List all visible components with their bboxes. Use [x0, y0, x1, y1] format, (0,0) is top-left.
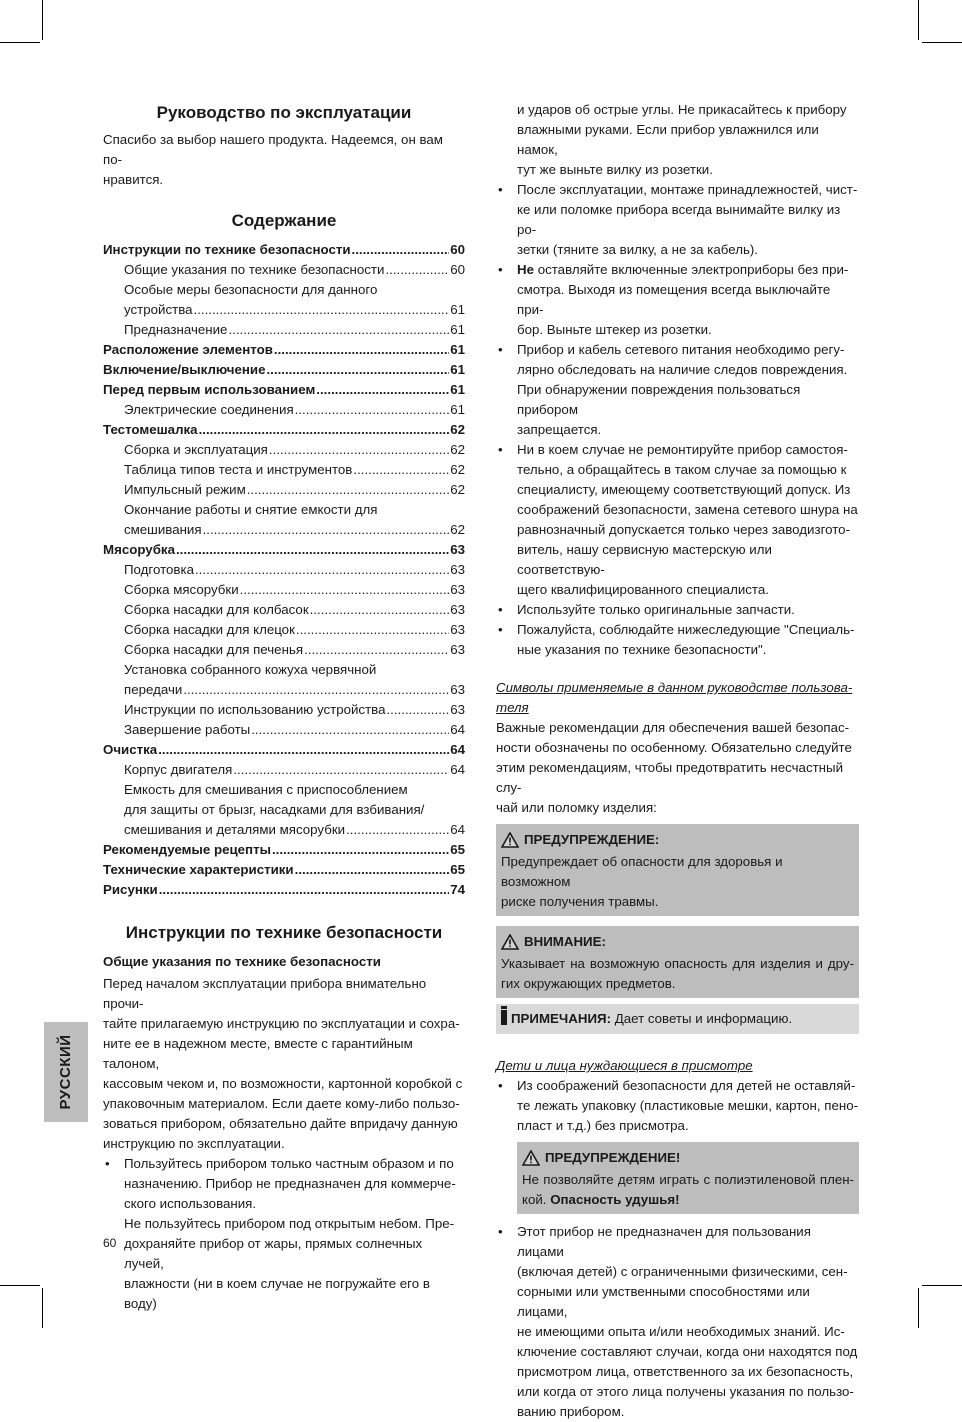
warning-triangle-icon — [522, 1150, 540, 1166]
toc-leader-dots — [176, 540, 449, 560]
danger-text: Опасность удушья! — [550, 1192, 680, 1207]
toc-entry-page: 63 — [450, 542, 465, 557]
text-line: • Пожалуйста, соблюдайте нижеследующие "Специаль- — [517, 622, 855, 637]
language-tab — [44, 1022, 88, 1122]
intro-line: Спасибо за выбор нашего продукта. Надеемся, он вам по- — [103, 132, 443, 167]
warning-triangle-icon — [501, 832, 519, 848]
language-tab-label: РУССКИЙ — [57, 1034, 74, 1110]
text-line: Важные рекомендации для обеспечения вашей безопас- — [496, 720, 850, 735]
toc-leader-dots — [233, 760, 449, 780]
toc-entry-title: Емкость для смешивания с приспособлением — [124, 782, 408, 797]
toc-entry — [103, 620, 465, 640]
toc-leader-dots — [316, 380, 449, 400]
text-line: влажности (ни в коем случае не погружайте его в воду) — [124, 1276, 430, 1311]
toc-entry — [103, 840, 465, 860]
toc-entry-page: 64 — [450, 822, 465, 837]
toc-leader-dots — [159, 880, 450, 900]
text-line: гих окружающих предметов. — [501, 976, 676, 991]
toc-leader-dots — [251, 720, 449, 740]
toc-entry — [103, 460, 465, 480]
toc-entry — [103, 480, 465, 500]
toc-entry-page: 63 — [450, 622, 465, 637]
warning-box — [496, 824, 859, 916]
toc-entry-title: Тестомешалка — [103, 422, 198, 437]
text-line: Не позволяйте детям играть с полиэтиленовой плен- — [522, 1172, 854, 1187]
toc-entry-title: Расположение элементов — [103, 342, 273, 357]
toc-entry-title: Импульсный режим — [124, 482, 246, 497]
toc-entry-title: смешивания — [124, 522, 202, 537]
toc-leader-dots — [266, 360, 449, 380]
text-line: витель, нашу сервисную мастерскую или соответствую- — [517, 542, 772, 577]
toc-entry — [103, 600, 465, 620]
final-bullets — [496, 1222, 859, 1422]
toc-leader-dots — [194, 300, 450, 320]
text-line: пласт и т.д.) без присмотра. — [517, 1118, 689, 1133]
toc-entry — [103, 780, 465, 800]
text-line: щего квалифицированного специалиста. — [517, 582, 769, 597]
toc-entry-page: 62 — [450, 442, 465, 457]
note-box — [496, 1004, 859, 1034]
toc-entry-title: Установка собранного кожуха червячной — [124, 662, 377, 677]
safety-bullets — [103, 1154, 465, 1314]
left-column — [103, 100, 465, 1314]
text-line: Символы применяемые в данном руководстве пользова- — [496, 680, 853, 695]
toc-entry-page: 74 — [450, 882, 465, 897]
text-line: теля — [496, 700, 529, 715]
toc-entry-page: 62 — [450, 422, 465, 437]
toc-entry-title: Особые меры безопасности для данного — [124, 282, 378, 297]
text-line: • Прибор и кабель сетевого питания необходимо регу- — [517, 342, 845, 357]
toc-entry-page: 63 — [450, 682, 465, 697]
text-line: • Используйте только оригинальные запчасти. — [517, 602, 795, 617]
toc-entry-title: Предназначение — [124, 322, 228, 337]
toc-entry-page: 65 — [450, 862, 465, 877]
crop-mark — [918, 1288, 919, 1328]
continued-text — [496, 100, 859, 180]
toc-entry-title: Перед первым использованием — [103, 382, 316, 397]
text-line: Указывает на возможную опасность для изделия и дру- — [501, 956, 854, 971]
toc-entry-page: 61 — [450, 362, 465, 377]
text-line: • Из соображений безопасности для детей не оставляй- — [517, 1078, 856, 1093]
text-line: присмотром лица, ответственного за их безопасность, — [517, 1364, 854, 1379]
text-line: • После эксплуатации, монтаже принадлежностей, чист- — [517, 182, 858, 197]
text-span: кой. — [522, 1192, 551, 1207]
toc-leader-dots — [353, 460, 449, 480]
toc-leader-dots — [199, 420, 450, 440]
crop-mark — [42, 1288, 43, 1328]
toc-entry — [103, 720, 465, 740]
list-item — [496, 1076, 859, 1136]
toc-entry-title: Сборка насадки для колбасок — [124, 602, 309, 617]
text-span: оставляйте включенные электроприборы без при- — [534, 262, 849, 277]
toc-entry — [103, 800, 465, 820]
crop-mark — [42, 0, 43, 40]
safety-subtitle: Общие указания по технике безопасности — [103, 954, 381, 969]
toc-leader-dots — [346, 820, 449, 840]
toc-leader-dots — [352, 240, 450, 260]
safety-intro — [103, 974, 465, 1154]
toc-entry-title: смешивания и деталями мясорубки — [124, 822, 346, 837]
text-line — [522, 1190, 854, 1210]
list-item — [496, 620, 859, 660]
toc-leader-dots — [269, 440, 449, 460]
toc-entry-title: Очистка — [103, 742, 158, 757]
text-line: лярно обследовать на наличие следов повреждения. — [517, 362, 848, 377]
toc-entry-title: передачи — [124, 682, 183, 697]
child-warning-label: ПРЕДУПРЕЖДЕНИЕ! — [545, 1150, 681, 1165]
toc-entry-title: Технические характеристики — [103, 862, 294, 877]
symbols-text — [496, 718, 859, 818]
text-line: те лежать упаковку (пластиковые мешки, картон, пено- — [517, 1098, 859, 1113]
toc-entry-title: Сборка насадки для клецок — [124, 622, 295, 637]
toc-leader-dots — [158, 740, 449, 760]
toc-entry — [103, 280, 465, 300]
crop-mark — [0, 1285, 40, 1286]
text-line: тайте прилагаемую инструкцию по эксплуатации и сохра- — [103, 1016, 460, 1031]
crop-mark — [922, 1285, 962, 1286]
toc-entry — [103, 400, 465, 420]
toc-leader-dots — [386, 700, 449, 720]
text-line: Не пользуйтесь прибором под открытым небом. Пре- — [124, 1216, 455, 1231]
toc-entry-page: 63 — [450, 642, 465, 657]
text-line — [517, 260, 859, 280]
text-line: сорными или умственными способностями или лицами, — [517, 1284, 810, 1319]
toc-entry-title: для защиты от брызг, насадками для взбивания/ — [124, 802, 425, 817]
toc-entry-page: 61 — [450, 322, 465, 337]
note-label: ПРИМЕЧАНИЯ: — [511, 1011, 612, 1026]
toc-entry-page: 63 — [450, 702, 465, 717]
toc-leader-dots — [304, 640, 449, 660]
toc-entry — [103, 440, 465, 460]
toc-leader-dots — [240, 580, 450, 600]
text-line: (включая детей) с ограниченными физическими, сен- — [517, 1264, 848, 1279]
text-line: этим рекомендациям, чтобы предотвратить несчастный слу- — [496, 760, 844, 795]
toc-entry-page: 61 — [450, 302, 465, 317]
toc-entry-page: 63 — [450, 582, 465, 597]
toc-entry-page: 61 — [450, 402, 465, 417]
children-bullets — [496, 1076, 859, 1136]
text-line: • Пользуйтесь прибором только частным образом и по — [124, 1156, 454, 1171]
text-line: специалисту, имеющему соответствующий допуск. Из — [517, 482, 851, 497]
toc-leader-dots — [183, 680, 449, 700]
toc-entry-title: Инструкции по использованию устройства — [124, 702, 386, 717]
text-line: • Этот прибор не предназначен для пользования лицами — [517, 1224, 811, 1259]
text-line: Перед началом эксплуатации прибора внимательно прочи- — [103, 976, 427, 1011]
list-item — [496, 600, 859, 620]
toc-entry — [103, 360, 465, 380]
toc-entry-page: 62 — [450, 522, 465, 537]
toc-entry-title: устройства — [124, 302, 193, 317]
bold-word: Не — [517, 262, 534, 277]
toc-entry-title: Завершение работы — [124, 722, 251, 737]
toc-entry — [103, 640, 465, 660]
safety-title: Инструкции по технике безопасности — [125, 923, 443, 942]
toc-leader-dots — [272, 840, 449, 860]
toc-entry — [103, 240, 465, 260]
crop-mark — [918, 0, 919, 40]
toc-leader-dots — [195, 560, 449, 580]
crop-mark — [922, 42, 962, 43]
list-item — [103, 1154, 465, 1314]
toc-entry-page: 64 — [450, 762, 465, 777]
text-line: ванию прибором. — [517, 1404, 625, 1419]
toc-entry-page: 65 — [450, 842, 465, 857]
toc-entry-page: 60 — [450, 242, 465, 257]
toc-entry-title: Таблица типов теста и инструментов — [124, 462, 353, 477]
toc-entry-page: 63 — [450, 562, 465, 577]
text-line: зетки (тяните за вилку, а не за кабель). — [517, 242, 758, 257]
toc-entry-title: Сборка и эксплуатация — [124, 442, 268, 457]
list-item — [496, 1222, 859, 1422]
text-line: соображений безопасности, замена сетевого шнура на — [517, 502, 858, 517]
note-text: Дает советы и информацию. — [611, 1011, 793, 1026]
intro-line: нравится. — [103, 172, 164, 187]
toc-entry-title: Рекомендуемые рецепты — [103, 842, 271, 857]
text-line: ности обозначены по особенному. Обязательно следуйте — [496, 740, 852, 755]
text-line: ского использования. — [124, 1196, 257, 1211]
list-item — [496, 440, 859, 600]
text-line: ные указания по технике безопасности". — [517, 642, 767, 657]
toc-entry — [103, 820, 465, 840]
toc-leader-dots — [296, 620, 449, 640]
toc-entry — [103, 680, 465, 700]
text-line: чай или поломку изделия: — [496, 800, 657, 815]
child-warning-heading — [522, 1148, 854, 1168]
toc-entry-page: 61 — [450, 382, 465, 397]
toc-leader-dots — [295, 400, 450, 420]
text-line: влажными руками. Если прибор увлажнился или намок, — [517, 122, 819, 157]
text-line: равнозначный допускается только через заводизгото- — [517, 522, 850, 537]
children-heading: Дети и лица нуждающиеся в присмотре — [496, 1058, 753, 1073]
toc-leader-dots — [385, 260, 449, 280]
child-warning-box — [517, 1142, 859, 1214]
toc-entry — [103, 260, 465, 280]
text-line: Предупреждает об опасности для здоровья и возможном — [501, 854, 783, 889]
toc-entry-title: Окончание работы и снятие емкости для — [124, 502, 378, 517]
text-line: тельно, а обращайтесь в таком случае за помощью к — [517, 462, 847, 477]
toc-entry-page: 61 — [450, 342, 465, 357]
toc-entry-title: Корпус двигателя — [124, 762, 233, 777]
toc-entry-title: Электрические соединения — [124, 402, 294, 417]
text-line: упаковочным материалом. Если даете кому-либо пользо- — [103, 1096, 460, 1111]
table-of-contents — [103, 240, 465, 900]
toc-leader-dots — [228, 320, 449, 340]
right-column — [496, 100, 859, 1422]
toc-entry — [103, 420, 465, 440]
toc-entry-title: Сборка мясорубки — [124, 582, 239, 597]
info-icon — [501, 1010, 507, 1025]
toc-entry — [103, 500, 465, 520]
toc-entry-page: 63 — [450, 602, 465, 617]
toc-entry — [103, 300, 465, 320]
list-item — [496, 340, 859, 440]
toc-leader-dots — [274, 340, 449, 360]
toc-leader-dots — [310, 600, 450, 620]
text-line: и ударов об острые углы. Не прикасайтесь к прибору — [517, 102, 847, 117]
text-line: или когда от этого лица получены указания по пользо- — [517, 1384, 854, 1399]
toc-title: Содержание — [231, 211, 337, 230]
toc-entry-title: Мясорубка — [103, 542, 175, 557]
text-line: не имеющими опыта и/или необходимых знаний. Ис- — [517, 1324, 845, 1339]
toc-entry — [103, 700, 465, 720]
text-line: При обнаружении повреждения пользоваться прибором — [517, 382, 801, 417]
toc-entry-page: 62 — [450, 462, 465, 477]
toc-entry — [103, 540, 465, 560]
toc-entry-page: 64 — [450, 722, 465, 737]
toc-leader-dots — [247, 480, 449, 500]
text-line: кассовым чеком и, по возможности, картонной коробкой с — [103, 1076, 463, 1091]
toc-entry — [103, 520, 465, 540]
text-line: запрещается. — [517, 422, 602, 437]
text-line: бор. Выньте штекер из розетки. — [517, 322, 712, 337]
toc-entry — [103, 580, 465, 600]
toc-entry-title: Подготовка — [124, 562, 194, 577]
toc-entry — [103, 320, 465, 340]
text-line: ке или поломке прибора всегда вынимайте вилку из ро- — [517, 202, 841, 237]
text-line: зоваться прибором, обязательно дайте впридачу данную — [103, 1116, 458, 1131]
text-line: тут же выньте вилку из розетки. — [517, 162, 713, 177]
toc-entry — [103, 380, 465, 400]
attention-box — [496, 926, 859, 998]
toc-entry-page: 64 — [450, 742, 465, 757]
list-item — [496, 260, 859, 340]
text-line: риске получения травмы. — [501, 894, 659, 909]
right-bullets — [496, 180, 859, 660]
page-number: 60 — [103, 1236, 117, 1250]
toc-entry — [103, 740, 465, 760]
symbols-heading — [496, 678, 859, 718]
toc-entry — [103, 560, 465, 580]
toc-leader-dots — [295, 860, 450, 880]
text-line: дохраняйте прибор от жары, прямых солнечных лучей, — [124, 1236, 423, 1271]
toc-entry-title: Общие указания по технике безопасности — [124, 262, 385, 277]
attention-heading — [501, 932, 854, 952]
crop-mark — [0, 42, 40, 43]
text-line: смотра. Выходя из помещения всегда выключайте при- — [517, 282, 831, 317]
warning-heading — [501, 830, 854, 850]
toc-entry-title: Включение/выключение — [103, 362, 266, 377]
warning-label: ПРЕДУПРЕЖДЕНИЕ: — [524, 832, 660, 847]
warning-triangle-icon — [501, 934, 519, 950]
text-line: ключение составляют случаи, когда они находятся под — [517, 1344, 858, 1359]
text-line: инструкцию по эксплуатации. — [103, 1136, 285, 1151]
toc-entry-title: Сборка насадки для печенья — [124, 642, 304, 657]
toc-entry-page: 62 — [450, 482, 465, 497]
text-line: назначению. Прибор не предназначен для коммерче- — [124, 1176, 456, 1191]
toc-entry — [103, 760, 465, 780]
toc-entry — [103, 340, 465, 360]
manual-title: Руководство по эксплуатации — [156, 103, 412, 122]
toc-entry-page: 60 — [450, 262, 465, 277]
attention-label: ВНИМАНИЕ: — [524, 934, 606, 949]
toc-entry — [103, 660, 465, 680]
toc-entry-title: Рисунки — [103, 882, 158, 897]
toc-entry-title: Инструкции по технике безопасности — [103, 242, 351, 257]
toc-entry — [103, 860, 465, 880]
toc-leader-dots — [203, 520, 450, 540]
text-line: • Ни в коем случае не ремонтируйте прибор самостоя- — [517, 442, 848, 457]
toc-entry — [103, 880, 465, 900]
text-line: ните ее в надежном месте, вместе с гарантийным талоном, — [103, 1036, 413, 1071]
list-item — [496, 180, 859, 260]
